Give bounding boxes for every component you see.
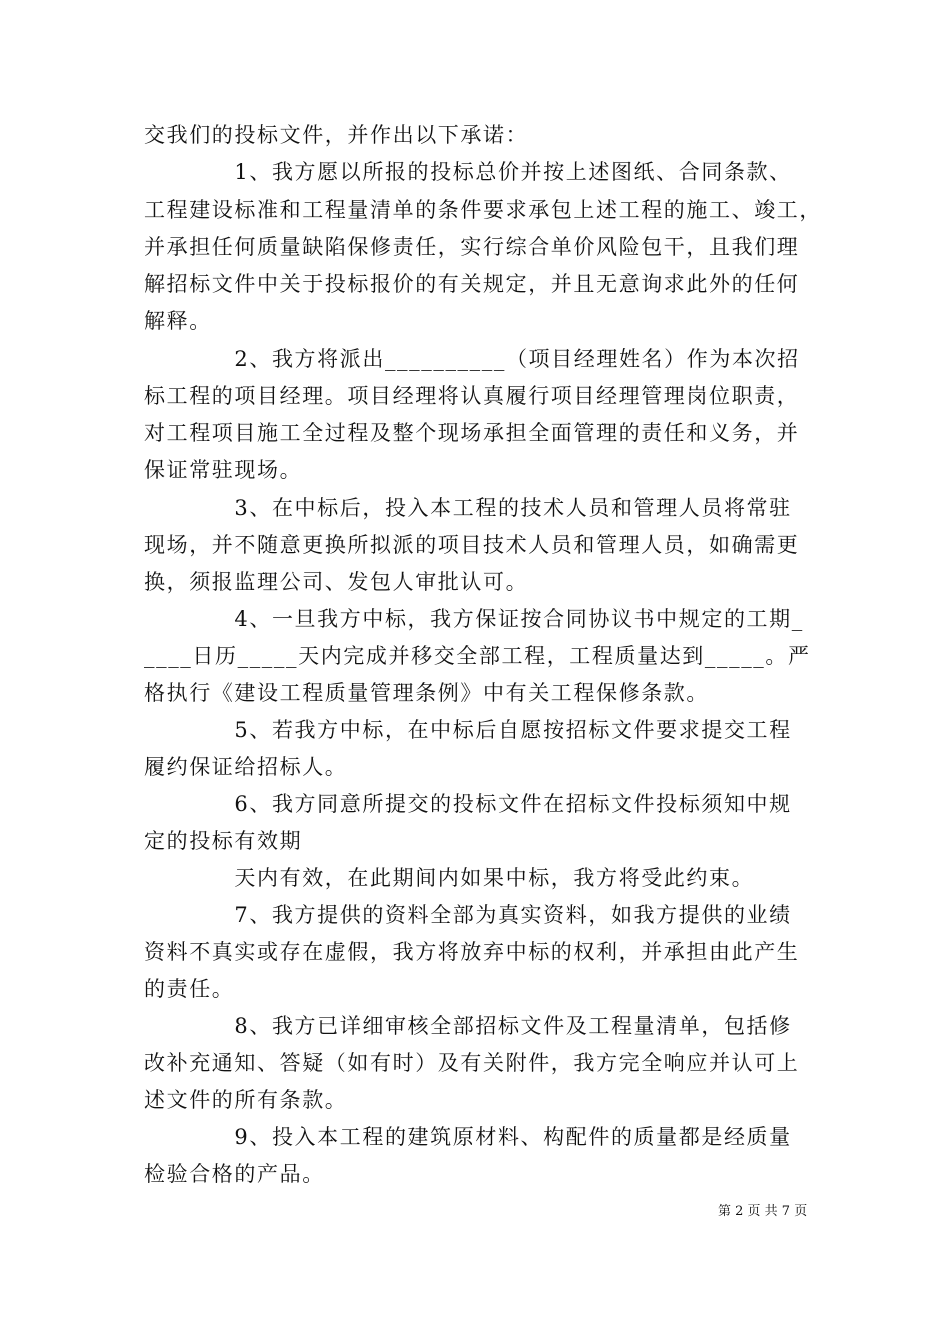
text-line: 4、一旦我方中标，我方保证按合同协议书中规定的工期_	[144, 607, 804, 631]
text-line: 9、投入本工程的建筑原材料、构配件的质量都是经质量	[144, 1125, 792, 1149]
text-line: 资料不真实或存在虚假，我方将放弃中标的权利，并承担由此产生	[144, 940, 800, 964]
text-line: 解释。	[144, 309, 212, 333]
text-line: 8、我方已详细审核全部招标文件及工程量清单，包括修	[144, 1014, 792, 1038]
text-line: 履约保证给招标人。	[144, 755, 348, 779]
text-line: 7、我方提供的资料全部为真实资料，如我方提供的业绩	[144, 903, 792, 927]
page-number-footer: 第 2 页 共 7 页	[718, 1204, 808, 1219]
text-line: 3、在中标后，投入本工程的技术人员和管理人员将常驻	[144, 496, 792, 520]
text-line: 6、我方同意所提交的投标文件在招标文件投标须知中规	[144, 792, 792, 816]
text-line: 改补充通知、答疑（如有时）及有关附件，我方完全响应并认可上	[144, 1051, 800, 1075]
text-line: 天内有效，在此期间内如果中标，我方将受此约束。	[144, 866, 755, 890]
text-line: 解招标文件中关于投标报价的有关规定，并且无意询求此外的任何	[144, 272, 800, 296]
text-line: 1、我方愿以所报的投标总价并按上述图纸、合同条款、	[144, 160, 792, 184]
text-line: 标工程的项目经理。项目经理将认真履行项目经理管理岗位职责，	[144, 384, 800, 408]
text-line: 保证常驻现场。	[144, 458, 303, 482]
text-line: 交我们的投标文件，并作出以下承诺：	[144, 123, 529, 147]
text-line: 格执行《建设工程质量管理条例》中有关工程保修条款。	[144, 681, 709, 705]
text-line: 换，须报监理公司、发包人审批认可。	[144, 570, 529, 594]
text-line: 定的投标有效期	[144, 829, 303, 853]
text-line: 并承担任何质量缺陷保修责任，实行综合单价风险包干，且我们理	[144, 235, 800, 259]
text-line: ____日历_____天内完成并移交全部工程，工程质量达到_____。严	[144, 644, 811, 668]
text-line: 2、我方将派出__________（项目经理姓名）作为本次招	[144, 347, 800, 371]
text-line: 述文件的所有条款。	[144, 1088, 348, 1112]
text-line: 现场，并不随意更换所拟派的项目技术人员和管理人员，如确需更	[144, 533, 800, 557]
text-line: 对工程项目施工全过程及整个现场承担全面管理的责任和义务，并	[144, 421, 800, 445]
text-line: 5、若我方中标，在中标后自愿按招标文件要求提交工程	[144, 718, 792, 742]
text-line: 检验合格的产品。	[144, 1162, 325, 1186]
text-line: 工程建设标准和工程量清单的条件要求承包上述工程的施工、竣工，	[144, 198, 822, 222]
text-line: 的责任。	[144, 977, 235, 1001]
